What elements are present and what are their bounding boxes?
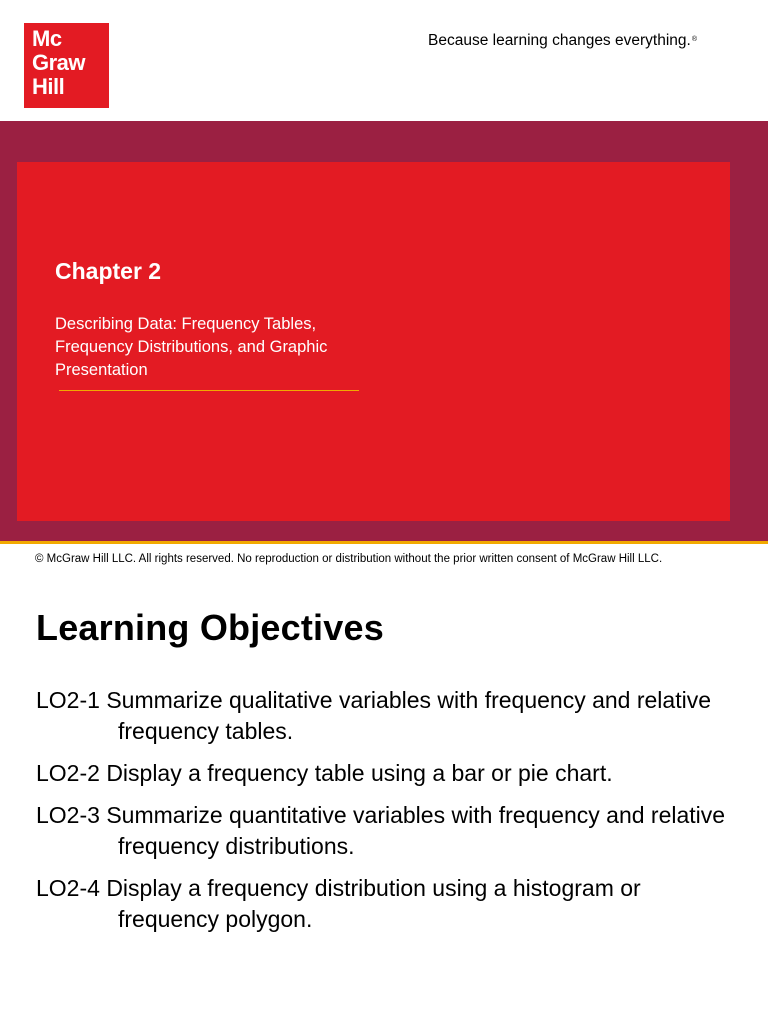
tagline: [428, 32, 697, 50]
objectives-title: Learning Objectives: [36, 607, 384, 648]
subtitle-divider: [59, 390, 359, 391]
chapter-title: Chapter 2: [55, 258, 162, 284]
mcgraw-hill-logo: [24, 23, 109, 108]
subtitle-line: Describing Data: Frequency Tables,: [55, 315, 317, 333]
tagline-text: Because learning changes everything.: [428, 32, 691, 49]
copyright-notice: © McGraw Hill LLC. All rights reserved. No reproduction or distribution without the prior written consent of McGraw Hill LLC.: [35, 553, 663, 565]
objective-item: LO2-3 Summarize quantitative variables with frequency and relative frequency distributions.: [36, 802, 726, 859]
band-accent-line: [0, 541, 768, 544]
objectives-list: [36, 685, 736, 946]
registered-mark: ®: [691, 36, 697, 43]
objective-item: LO2-1 Summarize qualitative variables with frequency and relative frequency tables.: [36, 687, 711, 744]
subtitle-line: Frequency Distributions, and Graphic: [55, 338, 328, 356]
objective-item: LO2-2 Display a frequency table using a bar or pie chart.: [36, 760, 613, 786]
logo-line: Hill: [32, 74, 65, 99]
chapter-subtitle: [55, 313, 395, 382]
subtitle-line: Presentation: [55, 361, 148, 379]
logo-line: Graw: [32, 50, 86, 75]
logo-line: Mc: [32, 26, 62, 51]
objective-item: LO2-4 Display a frequency distribution using a histogram or frequency polygon.: [36, 875, 641, 932]
